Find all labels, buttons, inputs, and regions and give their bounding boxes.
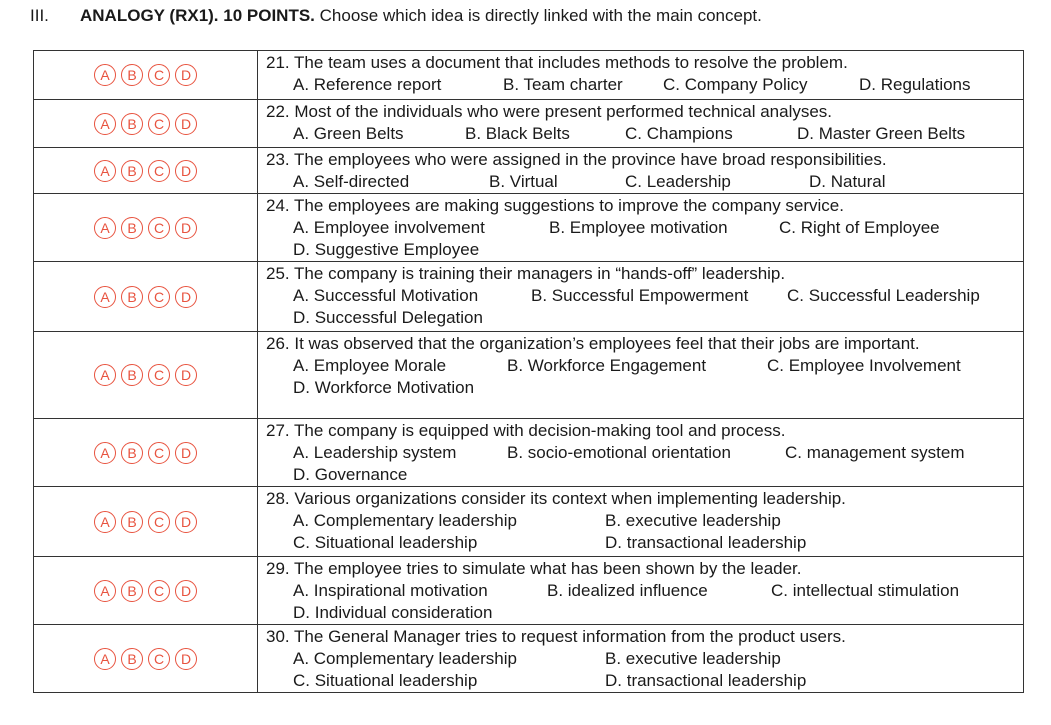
section-header — [30, 6, 762, 28]
bubble-b[interactable]: B — [121, 364, 143, 386]
question-row — [34, 148, 1024, 194]
section-title: ANALOGY (RX1). 10 POINTS. — [80, 6, 315, 25]
bubble-b[interactable]: B — [121, 511, 143, 533]
option-a[interactable]: A. Employee Morale — [293, 356, 447, 375]
question-row — [34, 194, 1024, 262]
option-a[interactable]: A. Reference report — [293, 75, 442, 94]
bubble-c[interactable]: C — [148, 511, 170, 533]
option-d[interactable]: D. Suggestive Employee — [293, 240, 480, 259]
bubble-b[interactable]: B — [121, 64, 143, 86]
option-b[interactable]: B. Workforce Engagement — [507, 356, 707, 375]
option-c[interactable]: C. Situational leadership — [293, 671, 478, 690]
question-text: 24. The employees are making suggestions to improve the company service. — [266, 196, 844, 215]
option-a[interactable]: A. Complementary leadership — [293, 649, 517, 668]
bubble-a[interactable]: A — [94, 580, 116, 602]
option-a[interactable]: A. Green Belts — [293, 124, 404, 143]
bubble-c[interactable]: C — [148, 580, 170, 602]
section-instruction: Choose which idea is directly linked with the main concept. — [319, 6, 762, 25]
bubble-a[interactable]: A — [94, 217, 116, 239]
bubble-b[interactable]: B — [121, 217, 143, 239]
question-cell — [258, 332, 1024, 419]
option-c[interactable]: C. management system — [785, 443, 965, 462]
question-text: 21. The team uses a document that includes methods to resolve the problem. — [266, 53, 848, 72]
question-cell — [258, 51, 1024, 100]
bubble-d[interactable]: D — [175, 442, 197, 464]
option-b[interactable]: B. Virtual — [489, 172, 558, 191]
option-a[interactable]: A. Successful Motivation — [293, 286, 479, 305]
question-cell — [258, 262, 1024, 332]
question-row — [34, 332, 1024, 419]
option-b[interactable]: B. executive leadership — [605, 649, 781, 668]
bubble-a[interactable]: A — [94, 648, 116, 670]
option-b[interactable]: B. Team charter — [503, 75, 623, 94]
question-cell — [258, 419, 1024, 487]
question-text: 23. The employees who were assigned in the province have broad responsibilities. — [266, 150, 887, 169]
bubble-c[interactable]: C — [148, 160, 170, 182]
question-row — [34, 557, 1024, 625]
option-a[interactable]: A. Complementary leadership — [293, 511, 517, 530]
option-d[interactable]: D. Individual consideration — [293, 603, 493, 622]
question-row — [34, 51, 1024, 100]
bubble-a[interactable]: A — [94, 286, 116, 308]
bubble-a[interactable]: A — [94, 160, 116, 182]
option-b[interactable]: B. idealized influence — [547, 581, 708, 600]
bubble-c[interactable]: C — [148, 286, 170, 308]
bubble-d[interactable]: D — [175, 364, 197, 386]
bubble-a[interactable]: A — [94, 64, 116, 86]
bubble-a[interactable]: A — [94, 113, 116, 135]
answer-bubbles — [34, 148, 258, 194]
answer-bubbles — [34, 194, 258, 262]
bubble-b[interactable]: B — [121, 286, 143, 308]
question-text: 28. Various organizations consider its context when implementing leadership. — [266, 489, 846, 508]
bubble-c[interactable]: C — [148, 113, 170, 135]
option-a[interactable]: A. Leadership system — [293, 443, 457, 462]
question-row — [34, 262, 1024, 332]
option-c[interactable]: C. Successful Leadership — [787, 286, 980, 305]
bubble-b[interactable]: B — [121, 442, 143, 464]
option-c[interactable]: C. Company Policy — [663, 75, 808, 94]
option-a[interactable]: A. Inspirational motivation — [293, 581, 488, 600]
option-b[interactable]: B. Successful Empowerment — [531, 286, 749, 305]
bubble-b[interactable]: B — [121, 648, 143, 670]
section-numeral: III. — [30, 6, 49, 25]
option-a[interactable]: A. Self-directed — [293, 172, 410, 191]
option-d[interactable]: D. transactional leadership — [605, 671, 807, 690]
bubble-a[interactable]: A — [94, 364, 116, 386]
bubble-b[interactable]: B — [121, 113, 143, 135]
option-d[interactable]: D. transactional leadership — [605, 533, 807, 552]
option-d[interactable]: D. Governance — [293, 465, 408, 484]
bubble-a[interactable]: A — [94, 442, 116, 464]
option-c[interactable]: C. Right of Employee — [779, 218, 940, 237]
bubble-d[interactable]: D — [175, 580, 197, 602]
bubble-c[interactable]: C — [148, 64, 170, 86]
option-d[interactable]: D. Natural — [809, 172, 886, 191]
answer-bubbles — [34, 557, 258, 625]
bubble-d[interactable]: D — [175, 217, 197, 239]
option-c[interactable]: C. Employee Involvement — [767, 356, 961, 375]
answer-bubbles — [34, 625, 258, 693]
answer-bubbles — [34, 100, 258, 148]
option-c[interactable]: C. Champions — [625, 124, 733, 143]
question-cell — [258, 194, 1024, 262]
question-text: 27. The company is equipped with decision-making tool and process. — [266, 421, 786, 440]
answer-bubbles — [34, 487, 258, 557]
question-text: 25. The company is training their managers in “hands-off” leadership. — [266, 264, 786, 283]
question-row — [34, 487, 1024, 557]
bubble-d[interactable]: D — [175, 64, 197, 86]
bubble-c[interactable]: C — [148, 217, 170, 239]
option-a[interactable]: A. Employee involvement — [293, 218, 485, 237]
option-d[interactable]: D. Regulations — [859, 75, 971, 94]
bubble-d[interactable]: D — [175, 286, 197, 308]
bubble-d[interactable]: D — [175, 511, 197, 533]
question-cell — [258, 557, 1024, 625]
option-d[interactable]: D. Master Green Belts — [797, 124, 966, 143]
question-cell — [258, 625, 1024, 693]
bubble-d[interactable]: D — [175, 113, 197, 135]
bubble-b[interactable]: B — [121, 160, 143, 182]
question-text: 22. Most of the individuals who were present performed technical analyses. — [266, 102, 833, 121]
bubble-a[interactable]: A — [94, 511, 116, 533]
bubble-b[interactable]: B — [121, 580, 143, 602]
option-b[interactable]: B. Employee motivation — [549, 218, 728, 237]
question-text: 26. It was observed that the organization’s employees feel that their jobs are important. — [266, 334, 920, 353]
option-c[interactable]: C. Situational leadership — [293, 533, 478, 552]
bubble-c[interactable]: C — [148, 648, 170, 670]
question-text: 29. The employee tries to simulate what has been shown by the leader. — [266, 559, 802, 578]
answer-bubbles — [34, 332, 258, 419]
answer-bubbles — [34, 51, 258, 100]
question-cell — [258, 148, 1024, 194]
question-table — [33, 50, 1024, 693]
bubble-c[interactable]: C — [148, 364, 170, 386]
question-text: 30. The General Manager tries to request information from the product users. — [266, 627, 846, 646]
bubble-c[interactable]: C — [148, 442, 170, 464]
answer-bubbles — [34, 262, 258, 332]
option-d[interactable]: D. Workforce Motivation — [293, 378, 475, 397]
answer-bubbles — [34, 419, 258, 487]
question-cell — [258, 487, 1024, 557]
option-c[interactable]: C. Leadership — [625, 172, 731, 191]
question-cell — [258, 100, 1024, 148]
bubble-d[interactable]: D — [175, 160, 197, 182]
option-d[interactable]: D. Successful Delegation — [293, 308, 483, 327]
question-row — [34, 625, 1024, 693]
option-c[interactable]: C. intellectual stimulation — [771, 581, 960, 600]
bubble-d[interactable]: D — [175, 648, 197, 670]
option-b[interactable]: B. Black Belts — [465, 124, 570, 143]
option-b[interactable]: B. socio-emotional orientation — [507, 443, 731, 462]
question-row — [34, 419, 1024, 487]
option-b[interactable]: B. executive leadership — [605, 511, 781, 530]
question-row — [34, 100, 1024, 148]
